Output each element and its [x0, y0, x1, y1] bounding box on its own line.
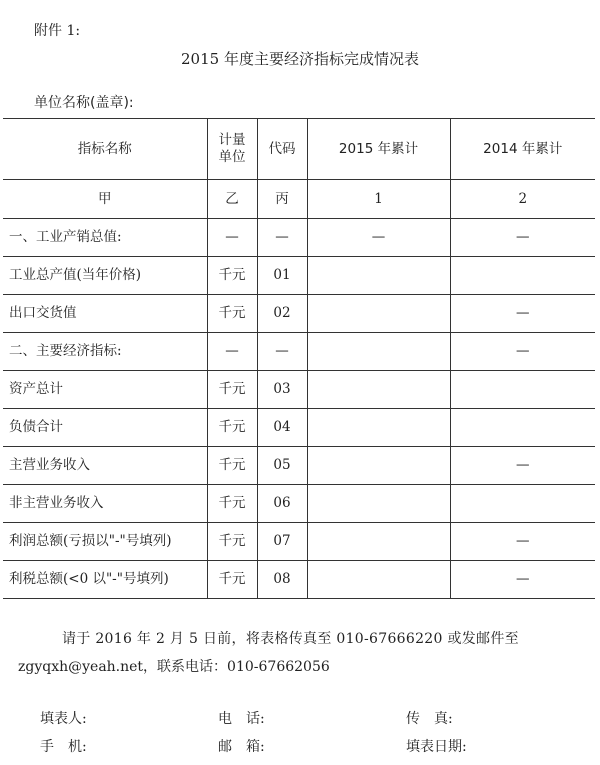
indicators-table	[3, 118, 595, 599]
value-2014-cell[interactable]: —	[450, 333, 595, 371]
mobile-label: 手 机:	[40, 739, 87, 755]
unit-cell: —	[207, 333, 257, 371]
value-2014-cell[interactable]: —	[450, 219, 595, 257]
value-2015-cell[interactable]	[307, 333, 450, 371]
value-2014-cell[interactable]	[450, 409, 595, 447]
value-2015-cell[interactable]	[307, 523, 450, 561]
attachment-label: 附件 1:	[34, 23, 81, 39]
table-row	[3, 561, 595, 599]
indicator-name: 利税总额(<0 以"-"号填列)	[3, 561, 207, 599]
header-unit: 计量 单位	[207, 119, 257, 180]
value-2014-cell[interactable]	[450, 371, 595, 409]
unit-cell: 千元	[207, 523, 257, 561]
value-2014-cell[interactable]: —	[450, 523, 595, 561]
submission-note	[18, 625, 578, 681]
table-row	[3, 219, 595, 257]
indicator-name: 非主营业务收入	[3, 485, 207, 523]
table-row	[3, 523, 595, 561]
header-indicator-name: 指标名称	[3, 119, 207, 180]
table-row	[3, 295, 595, 333]
unit-cell: 千元	[207, 409, 257, 447]
subheader-cell: 1	[307, 180, 450, 219]
table-row	[3, 257, 595, 295]
indicator-name: 二、主要经济指标:	[3, 333, 207, 371]
unit-cell: 千元	[207, 257, 257, 295]
code-cell: 02	[257, 295, 307, 333]
unit-cell: —	[207, 219, 257, 257]
value-2014-cell[interactable]	[450, 257, 595, 295]
table-row	[3, 447, 595, 485]
indicator-name: 利润总额(亏损以"-"号填列)	[3, 523, 207, 561]
value-2014-cell[interactable]	[450, 485, 595, 523]
header-2014-total: 2014 年累计	[450, 119, 595, 180]
indicator-name: 一、工业产销总值:	[3, 219, 207, 257]
code-cell: 08	[257, 561, 307, 599]
unit-cell: 千元	[207, 561, 257, 599]
header-code: 代码	[257, 119, 307, 180]
phone-label: 电 话:	[218, 711, 265, 727]
indicator-name: 主营业务收入	[3, 447, 207, 485]
header-2015-total: 2015 年累计	[307, 119, 450, 180]
code-cell: 03	[257, 371, 307, 409]
code-cell: 05	[257, 447, 307, 485]
indicator-name: 负债合计	[3, 409, 207, 447]
value-2015-cell[interactable]	[307, 447, 450, 485]
table-row	[3, 409, 595, 447]
note-line-2: zgyqxh@yeah.net，联系电话：010-67662056	[18, 659, 330, 675]
value-2015-cell[interactable]: —	[307, 219, 450, 257]
code-cell: —	[257, 333, 307, 371]
code-cell: 06	[257, 485, 307, 523]
code-cell: 01	[257, 257, 307, 295]
date-label: 填表日期:	[406, 739, 467, 755]
subheader-cell: 乙	[207, 180, 257, 219]
indicator-name: 资产总计	[3, 371, 207, 409]
value-2015-cell[interactable]	[307, 295, 450, 333]
value-2014-cell[interactable]: —	[450, 295, 595, 333]
subheader-cell: 甲	[3, 180, 207, 219]
table-row	[3, 371, 595, 409]
table-row	[3, 485, 595, 523]
unit-cell: 千元	[207, 371, 257, 409]
unit-cell: 千元	[207, 447, 257, 485]
subheader-row	[3, 180, 595, 219]
value-2015-cell[interactable]	[307, 485, 450, 523]
code-cell: —	[257, 219, 307, 257]
subheader-cell: 2	[450, 180, 595, 219]
filler-label: 填表人:	[40, 711, 87, 727]
value-2015-cell[interactable]	[307, 257, 450, 295]
code-cell: 07	[257, 523, 307, 561]
header-row	[3, 119, 595, 180]
indicator-name: 工业总产值(当年价格)	[3, 257, 207, 295]
page-title: 2015 年度主要经济指标完成情况表	[181, 50, 419, 68]
value-2015-cell[interactable]	[307, 561, 450, 599]
value-2015-cell[interactable]	[307, 409, 450, 447]
fax-label: 传 真:	[406, 711, 453, 727]
note-line-1: 请于 2016 年 2 月 5 日前，将表格传真至 010-67666220 或发邮件至	[62, 631, 519, 647]
value-2015-cell[interactable]	[307, 371, 450, 409]
value-2014-cell[interactable]: —	[450, 447, 595, 485]
code-cell: 04	[257, 409, 307, 447]
indicator-name: 出口交货值	[3, 295, 207, 333]
table-row	[3, 333, 595, 371]
email-label: 邮 箱:	[218, 739, 265, 755]
subheader-cell: 丙	[257, 180, 307, 219]
value-2014-cell[interactable]: —	[450, 561, 595, 599]
unit-cell: 千元	[207, 485, 257, 523]
unit-name-label: 单位名称(盖章):	[34, 95, 134, 111]
unit-cell: 千元	[207, 295, 257, 333]
